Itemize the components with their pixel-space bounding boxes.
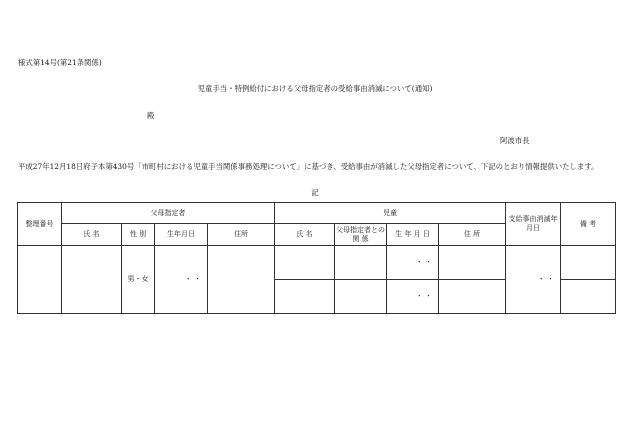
- cell-remarks-2[interactable]: [561, 280, 616, 314]
- cell-child1-name[interactable]: [275, 246, 335, 280]
- header-child-group: 児童: [275, 203, 506, 224]
- cell-parent-address[interactable]: [208, 246, 275, 314]
- cell-remarks-1[interactable]: [561, 246, 616, 280]
- cell-parent-sex[interactable]: 男・女: [122, 246, 155, 314]
- cell-serial-number[interactable]: [18, 246, 62, 314]
- cell-parent-birth-date[interactable]: ・ ・: [155, 246, 208, 314]
- cell-child2-relation[interactable]: [335, 280, 387, 314]
- header-parent-name: 氏 名: [62, 224, 122, 246]
- header-parent-sex: 性 別: [122, 224, 155, 246]
- header-remarks: 備 考: [561, 203, 616, 246]
- header-child-birth-date: 生 年 月 日: [387, 224, 439, 246]
- header-serial-number: 整理番号: [18, 203, 62, 246]
- cell-child2-birth-date[interactable]: ・ ・: [387, 280, 439, 314]
- header-parent-address: 住所: [208, 224, 275, 246]
- sender-name: 阿波市長: [500, 136, 530, 145]
- cell-child1-birth-date[interactable]: ・ ・: [387, 246, 439, 280]
- header-parent-group: 父母指定者: [62, 203, 275, 224]
- info-table: [17, 202, 616, 314]
- cell-child1-address[interactable]: [439, 246, 506, 280]
- header-child-name: 氏 名: [275, 224, 335, 246]
- body-text: 平成27年12月18日府子本第430号「市町村における児童手当関係事務処理について」に基づき、受給事由が消滅した父母指定者について、下記のとおり情報提供いたします。: [18, 162, 599, 171]
- cell-child1-relation[interactable]: [335, 246, 387, 280]
- header-payment-end-date: 支給事由消滅年月日: [506, 203, 561, 246]
- cell-child2-address[interactable]: [439, 280, 506, 314]
- header-child-address: 住 所: [439, 224, 506, 246]
- addressee-suffix: 殿: [147, 111, 155, 120]
- cell-payment-end-date[interactable]: ・ ・: [506, 246, 561, 314]
- document-title: 児童手当・特例給付における父母指定者の受給事由消滅について(通知): [197, 84, 433, 93]
- header-parent-birth-date: 生年月日: [155, 224, 208, 246]
- header-child-relation: 父母指定者との 関 係: [335, 224, 387, 246]
- cell-child2-name[interactable]: [275, 280, 335, 314]
- form-number: 様式第14号(第21条関係): [18, 58, 102, 67]
- cell-parent-name[interactable]: [62, 246, 122, 314]
- ki-label: 記: [311, 188, 319, 197]
